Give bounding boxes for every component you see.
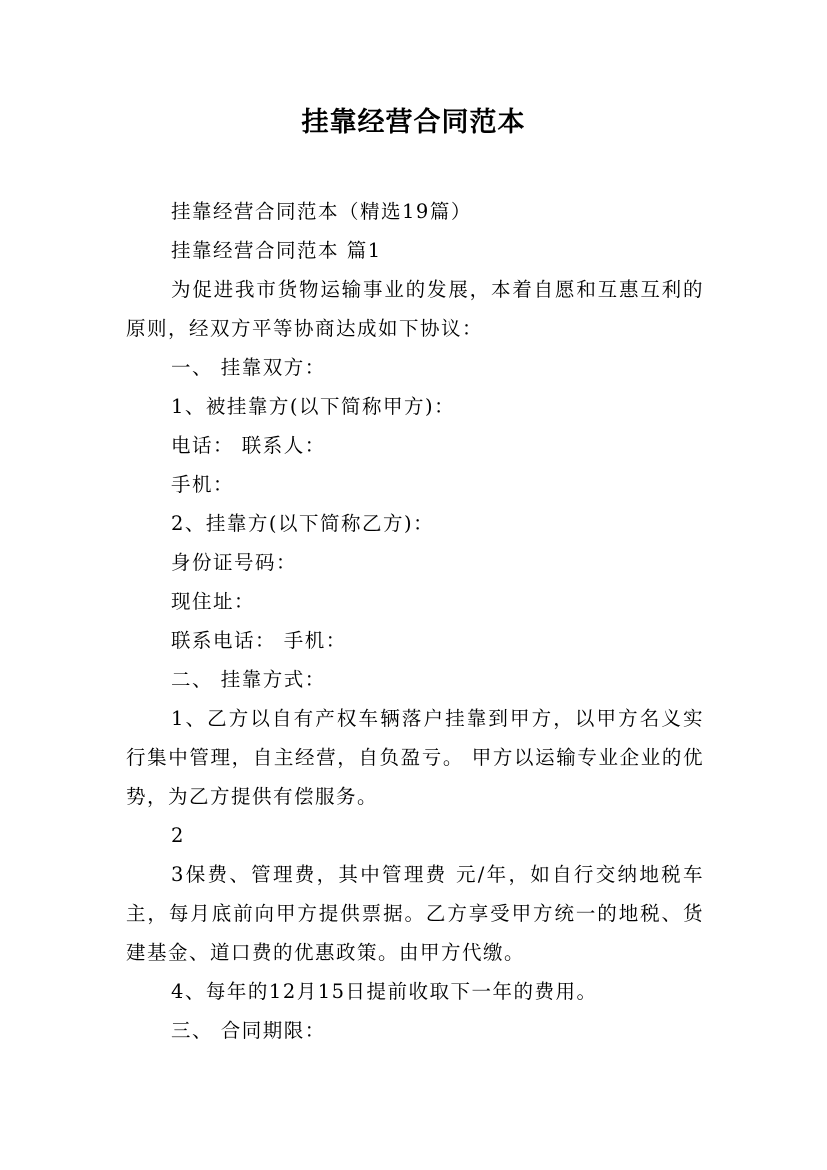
paragraph: 1、乙方以自有产权车辆落户挂靠到甲方，以甲方名义实行集中管理，自主经营，自负盈亏。 甲方以运输专业企业的优势，为乙方提供有偿服务。 [126, 707, 704, 808]
document-body [126, 192, 704, 1050]
paragraph: 现住址： [171, 590, 256, 613]
paragraph: 挂靠经营合同范本（精选19篇） [171, 200, 472, 223]
paragraph: 三、 合同期限： [171, 1019, 326, 1042]
paragraph: 电话： 联系人： [171, 434, 326, 457]
paragraph: 为促进我市货物运输事业的发展，本着自愿和互惠互利的原则，经双方平等协商达成如下协议： [126, 278, 704, 340]
paragraph: 挂靠经营合同范本 篇1 [171, 239, 382, 262]
document-title: 挂靠经营合同范本 [301, 107, 526, 138]
paragraph: 身份证号码： [171, 551, 298, 574]
paragraph: 2、挂靠方(以下简称乙方)： [171, 512, 435, 535]
paragraph: 联系电话： 手机： [171, 629, 347, 652]
paragraph: 4、每年的12月15日提前收取下一年的费用。 [171, 980, 598, 1003]
paragraph: 1、被挂靠方(以下简称甲方)： [171, 395, 456, 418]
paragraph: 一、 挂靠双方： [171, 356, 326, 379]
paragraph: 手机： [171, 473, 235, 496]
paragraph: 2 [171, 824, 185, 847]
paragraph: 二、 挂靠方式： [171, 668, 326, 691]
paragraph: 3保费、管理费，其中管理费 元/年，如自行交纳地税车主，每月底前向甲方提供票据。乙方享受甲方统一的地税、货建基金、道口费的优惠政策。由甲方代缴。 [126, 863, 704, 964]
